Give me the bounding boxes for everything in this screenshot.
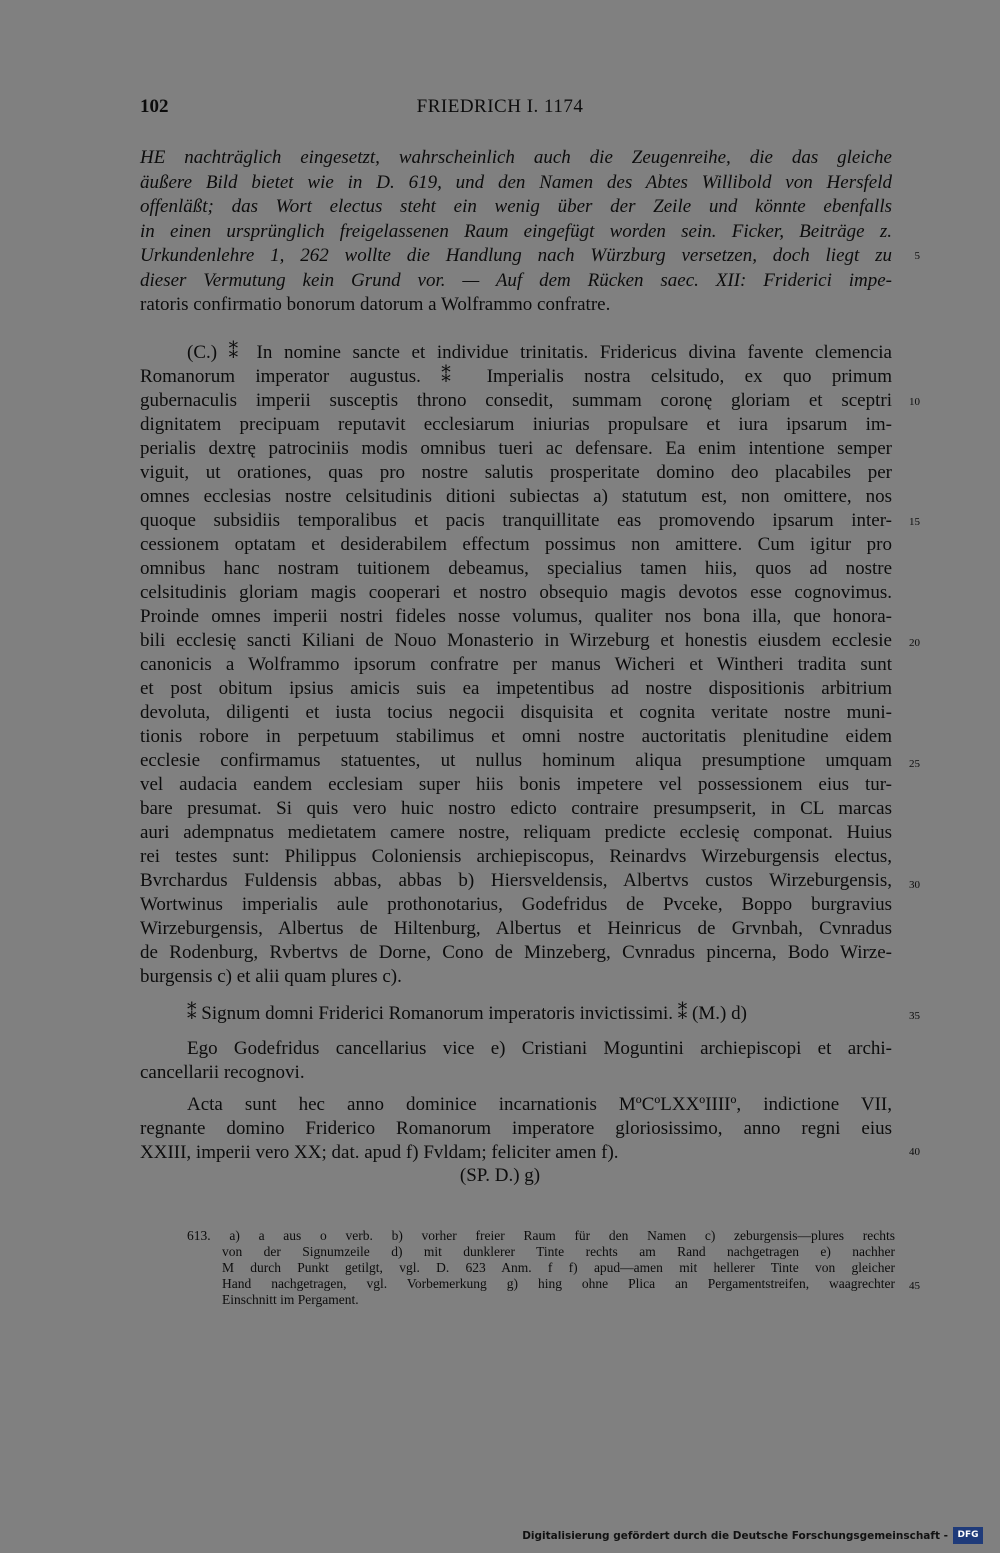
- preamble-line: äußere Bild bietet wie in D. 619, und den Namen des Abtes Willibold von Hersfeld: [140, 172, 892, 193]
- preamble-line: dieser Vermutung kein Grund vor. — Auf dem Rücken saec. XII: Friderici impe-: [140, 270, 892, 291]
- body-line: vel audacia eandem ecclesiam super hiis bonis impetere vel possessionem eius tur-: [140, 774, 892, 795]
- running-title: FRIEDRICH I. 1174: [416, 96, 584, 117]
- footnote-line: Einschnitt im Pergament.: [222, 1292, 359, 1307]
- recognition-line: cancellarii recognovi.: [140, 1062, 305, 1083]
- body-line: viguit, ut orationes, quas pro nostre salutis prosperitate domino deo placabiles per: [140, 462, 892, 483]
- line-number: 35: [909, 1010, 920, 1022]
- body-line: Wirzeburgensis, Albertus de Hiltenburg, Albertus et Heinricus de Grvnbah, Cvnradus: [140, 918, 892, 939]
- body-line: canonicis a Wolframmo ipsorum confratre per manus Wicheri et Wintheri tradita sunt: [140, 654, 892, 675]
- body-line: burgensis c) et alii quam plures c).: [140, 966, 402, 987]
- body-line: bare presumat. Si quis vero huic nostro edicto contraire presumpserit, in CL marcas: [140, 798, 892, 819]
- body-line: cessionem optatam et desiderabilem effectum possimus non amittere. Cum igitur pro: [140, 534, 892, 555]
- body-line: quoque subsidiis temporalibus et pacis tranquillitate eas promovendo ipsarum inter-: [140, 510, 892, 531]
- body-line: Romanorum imperator augustus. ⁑ Imperialis nostra celsitudo, ex quo primum: [140, 366, 892, 387]
- signum-line: ⁑ Signum domni Friderici Romanorum imperatoris invictissimi. ⁑ (M.) d): [187, 1003, 747, 1024]
- body-line: auri adempnatus medietatem camere nostre, reliquam predicte ecclesię componat. Huius: [140, 822, 892, 843]
- body-line: gubernaculis imperii susceptis throno consedit, summam coronę gloriam et sceptri: [140, 390, 892, 411]
- recognition-line: Ego Godefridus cancellarius vice e) Cristiani Moguntini archiepiscopi et archi-: [187, 1038, 892, 1059]
- body-line: Wortwinus imperialis aule prothonotarius, Godefridus de Pvceke, Boppo burgravius: [140, 894, 892, 915]
- line-number: 10: [909, 396, 920, 408]
- preamble-line: HE nachträglich eingesetzt, wahrscheinlich auch die Zeugenreihe, die das gleiche: [140, 147, 892, 168]
- body-line: devoluta, diligenti et iusta tocius negocii disquisita et cognita veritate nostre muni-: [140, 702, 892, 723]
- footnote-line: Hand nachgetragen, vgl. Vorbemerkung g) hing ohne Plica an Pergamentstreifen, waagrechter: [222, 1276, 895, 1291]
- line-number: 40: [909, 1146, 920, 1158]
- body-line: omnibus hanc nostram tuitionem debeamus, specialius tamen hiis, quos ad nostre: [140, 558, 892, 579]
- body-line: ecclesie confirmamus statuentes, ut nullus hominum aliqua presumptione umquam: [140, 750, 892, 771]
- body-line: rei testes sunt: Philippus Coloniensis archiepiscopus, Reinardvs Wirzeburgensis electus,: [140, 846, 892, 867]
- body-line: de Rodenburg, Rvbertvs de Dorne, Cono de Minzeberg, Cvnradus pincerna, Bodo Wirze-: [140, 942, 892, 963]
- body-line: bili ecclesię sancti Kiliani de Nouo Monasterio in Wirzeburg et honestis eiusdem ecclesie: [140, 630, 892, 651]
- body-line: Proinde omnes imperii nostri fideles nosse volumus, qualiter nos bona illa, que honora-: [140, 606, 892, 627]
- footnote-line: M durch Punkt getilgt, vgl. D. 623 Anm. f f) apud—amen mit hellerer Tinte von gleicher: [222, 1260, 895, 1275]
- page-number: 102: [140, 96, 169, 117]
- line-number: 30: [909, 879, 920, 891]
- body-line: perialis dextrę patrociniis modis omnibus tueri ac defensare. Ea enim intentione semper: [140, 438, 892, 459]
- line-number: 15: [909, 516, 920, 528]
- body-line: omnes ecclesias nostre celsitudinis ditioni subiectas a) statutum est, non omittere, nos: [140, 486, 892, 507]
- body-line: Bvrchardus Fuldensis abbas, abbas b) Hiersveldensis, Albertvs custos Wirzeburgensis,: [140, 870, 892, 891]
- body-line: tionis robore in perpetuum stabilimus et omni nostre auctoritatis plenitudine eidem: [140, 726, 892, 747]
- body-line: et post obitum ipsius amicis suis ea impetentibus ad nostre dispositionis arbitrium: [140, 678, 892, 699]
- body-line: dignitatem precipuam reputavit ecclesiarum iniurias propulsare et iura ipsarum im-: [140, 414, 892, 435]
- line-number: 20: [909, 637, 920, 649]
- body-line: (C.) ⁑ In nomine sancte et individue trinitatis. Fridericus divina favente clemencia: [187, 342, 892, 363]
- line-number: 25: [909, 758, 920, 770]
- seal-note: (SP. D.) g): [459, 1165, 541, 1186]
- preamble-line: ratoris confirmatio bonorum datorum a Wolframmo confratre.: [140, 294, 611, 315]
- dating-line: XXIII, imperii vero XX; dat. apud f) Fvldam; feliciter amen f).: [140, 1142, 619, 1163]
- line-number: 45: [909, 1280, 920, 1292]
- dfg-logo[interactable]: DFG: [953, 1527, 983, 1544]
- footnote-line: 613. a) a aus o verb. b) vorher freier Raum für den Namen c) zeburgensis—plures rechts: [187, 1228, 895, 1243]
- preamble-line: offenläßt; das Wort electus steht ein wenig über der Zeile und könnte ebenfalls: [140, 196, 892, 217]
- dating-line: Acta sunt hec anno dominice incarnationis MºCºLXXºIIIIº, indictione VII,: [187, 1094, 892, 1115]
- line-number: 5: [914, 250, 920, 262]
- footnote-line: von der Signumzeile d) mit dunklerer Tinte rechts am Rand nachgetragen e) nachher: [222, 1244, 895, 1259]
- body-line: celsitudinis gloriam magis cooperari et nostro obsequio magis devotos esse cognovimus.: [140, 582, 892, 603]
- preamble-line: Urkundenlehre 1, 262 wollte die Handlung nach Würzburg versetzen, doch liegt zu: [140, 245, 892, 266]
- dating-line: regnante domino Friderico Romanorum imperatore gloriosissimo, anno regni eius: [140, 1118, 892, 1139]
- digitization-credit: Digitalisierung gefördert durch die Deutsche Forschungsgemeinschaft -: [522, 1530, 948, 1542]
- preamble-line: in einen ursprünglich freigelassenen Raum eingefügt worden sein. Ficker, Beiträge z.: [140, 221, 892, 242]
